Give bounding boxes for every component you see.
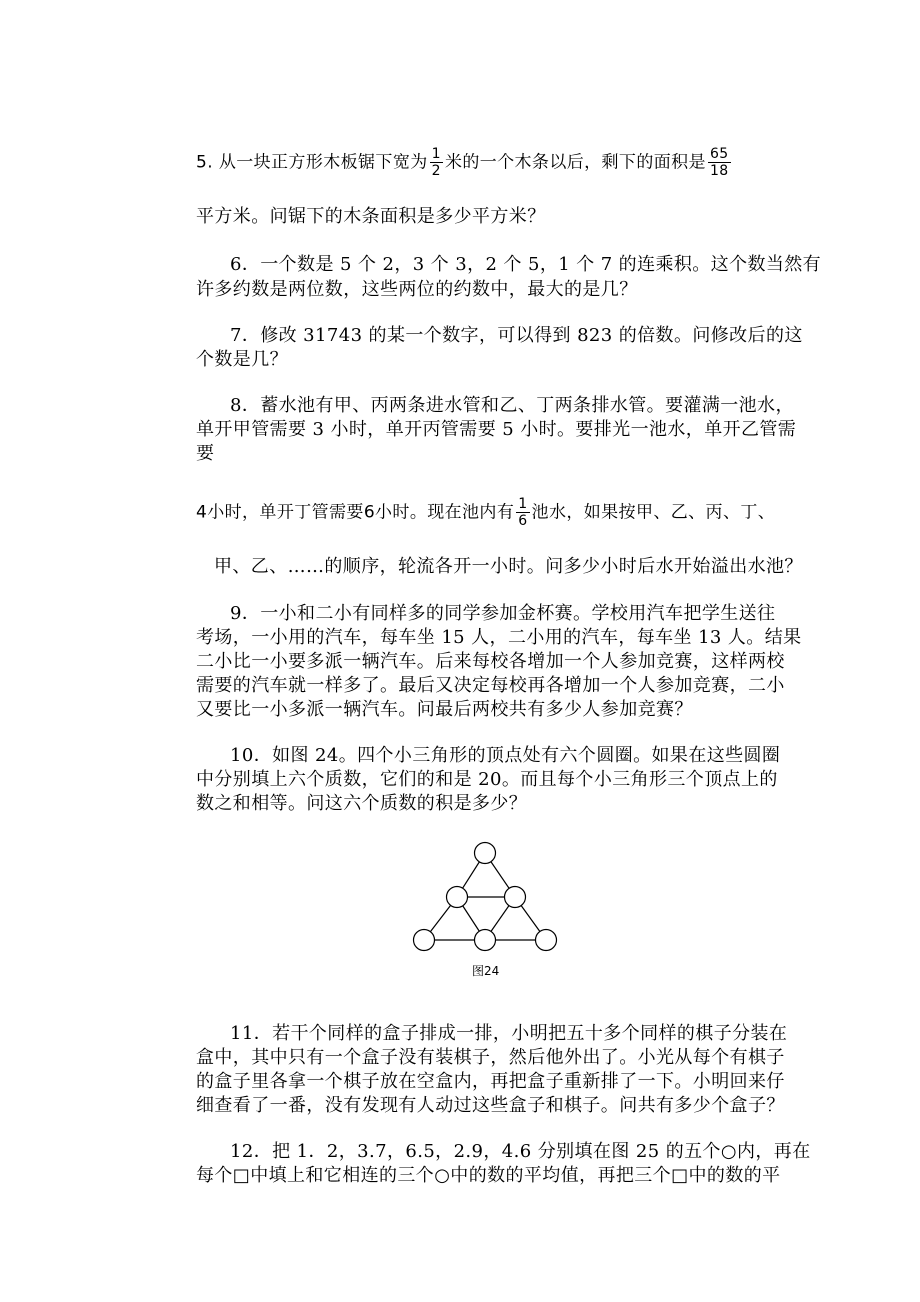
problem-12-line-1: 12．把 1．2，3.7，6.5，2.9，4.6 分别填在图 25 的五个○内，再在	[230, 1141, 811, 1162]
fraction-denominator: 2	[431, 163, 441, 179]
diagram-circle-middle-left	[447, 887, 468, 908]
fraction-one-sixth	[516, 496, 529, 529]
problem-8-line-5: 甲、乙、……的顺序，轮流各开一小时。问多少小时后水开始溢出水池？	[214, 556, 803, 577]
problem-6-line-2: 许多约数是两位数，这些两位的约数中，最大的是几？	[196, 279, 638, 300]
problem-8-text-a: 4小时，单开丁管需要6小时。现在池内有	[196, 502, 515, 523]
fraction-numerator: 1	[518, 496, 528, 512]
problem-10-line-2: 中分别填上六个质数，它们的和是 20。而且每个小三角形三个顶点上的	[196, 769, 778, 790]
problem-12-line-2: 每个□中填上和它相连的三个○中的数的平均值，再把三个□中的数的平	[196, 1165, 781, 1186]
problem-8-line-4	[196, 496, 775, 529]
diagram-circle-bottom-right	[536, 930, 557, 951]
diagram-circle-bottom-left	[414, 930, 435, 951]
problem-9-line-5: 又要比一小多派一辆汽车。问最后两校共有多少人参加竞赛？	[196, 699, 693, 720]
fraction-65-18	[708, 146, 731, 179]
problem-5-line-1	[196, 146, 733, 179]
problem-9-line-4: 需要的汽车就一样多了。最后又决定每校再各增加一个人参加竞赛，二小	[196, 675, 785, 696]
problem-8-line-2: 单开甲管需要 3 小时，单开丙管需要 5 小时。要排光一池水，单开乙管需	[196, 419, 797, 440]
problem-9-line-3: 二小比一小要多派一辆汽车。后来每校各增加一个人参加竞赛，这样两校	[196, 651, 785, 672]
fraction-denominator: 18	[709, 163, 729, 179]
problem-8-line-1: 8．蓄水池有甲、丙两条进水管和乙、丁两条排水管。要灌满一池水，	[230, 395, 794, 416]
fraction-one-half	[430, 146, 443, 179]
problem-5-text-b: 米的一个木条以后，剩下的面积是	[444, 152, 706, 173]
problem-9-line-2: 考场，一小用的汽车，每车坐 15 人，二小用的汽车，每车坐 13 人。结果	[196, 627, 802, 648]
problem-8-line-3: 要	[196, 443, 215, 464]
problem-6-line-1: 6．一个数是 5 个 2，3 个 3，2 个 5，1 个 7 的连乘积。这个数当然有	[230, 254, 822, 275]
problem-11-line-3: 的盒子里各拿一个棋子放在空盒内，再把盒子重新排了一下。小明回来仔	[196, 1071, 785, 1092]
fraction-denominator: 6	[518, 513, 528, 529]
problem-5-text-a: 5. 从一块正方形木板锯下宽为	[196, 152, 428, 173]
problem-7-line-2: 个数是几？	[196, 349, 288, 370]
problem-11-line-2: 盒中，其中只有一个盒子没有装棋子，然后他外出了。小光从每个有棋子	[196, 1047, 785, 1068]
problem-9-line-1: 9．一小和二小有同样多的同学参加金杯赛。学校用汽车把学生送往	[230, 603, 776, 624]
problem-10-line-1: 10．如图 24。四个小三角形的顶点处有六个圆圈。如果在这些圆圈	[230, 745, 781, 766]
problem-11-line-4: 细查看了一番，没有发现有人动过这些盒子和棋子。问共有多少个盒子？	[196, 1095, 785, 1116]
fraction-numerator: 65	[709, 146, 729, 162]
problem-11-line-1: 11．若干个同样的盒子排成一排，小明把五十多个同样的棋子分装在	[230, 1023, 788, 1044]
diagram-circle-middle-right	[505, 887, 526, 908]
fraction-numerator: 1	[431, 146, 441, 162]
diagram-circle-top	[475, 843, 496, 864]
diagram-circle-bottom-middle	[475, 930, 496, 951]
problem-8-text-b: 池水，如果按甲、乙、丙、丁、	[531, 502, 776, 523]
figure-24-triangle-diagram	[408, 838, 564, 958]
problem-7-line-1: 7．修改 31743 的某一个数字，可以得到 823 的倍数。问修改后的这	[230, 325, 803, 346]
figure-24-caption: 图24	[472, 964, 500, 978]
problem-10-line-3: 数之和相等。问这六个质数的积是多少？	[196, 793, 528, 814]
problem-5-line-2: 平方米。问锯下的木条面积是多少平方米？	[196, 206, 546, 227]
